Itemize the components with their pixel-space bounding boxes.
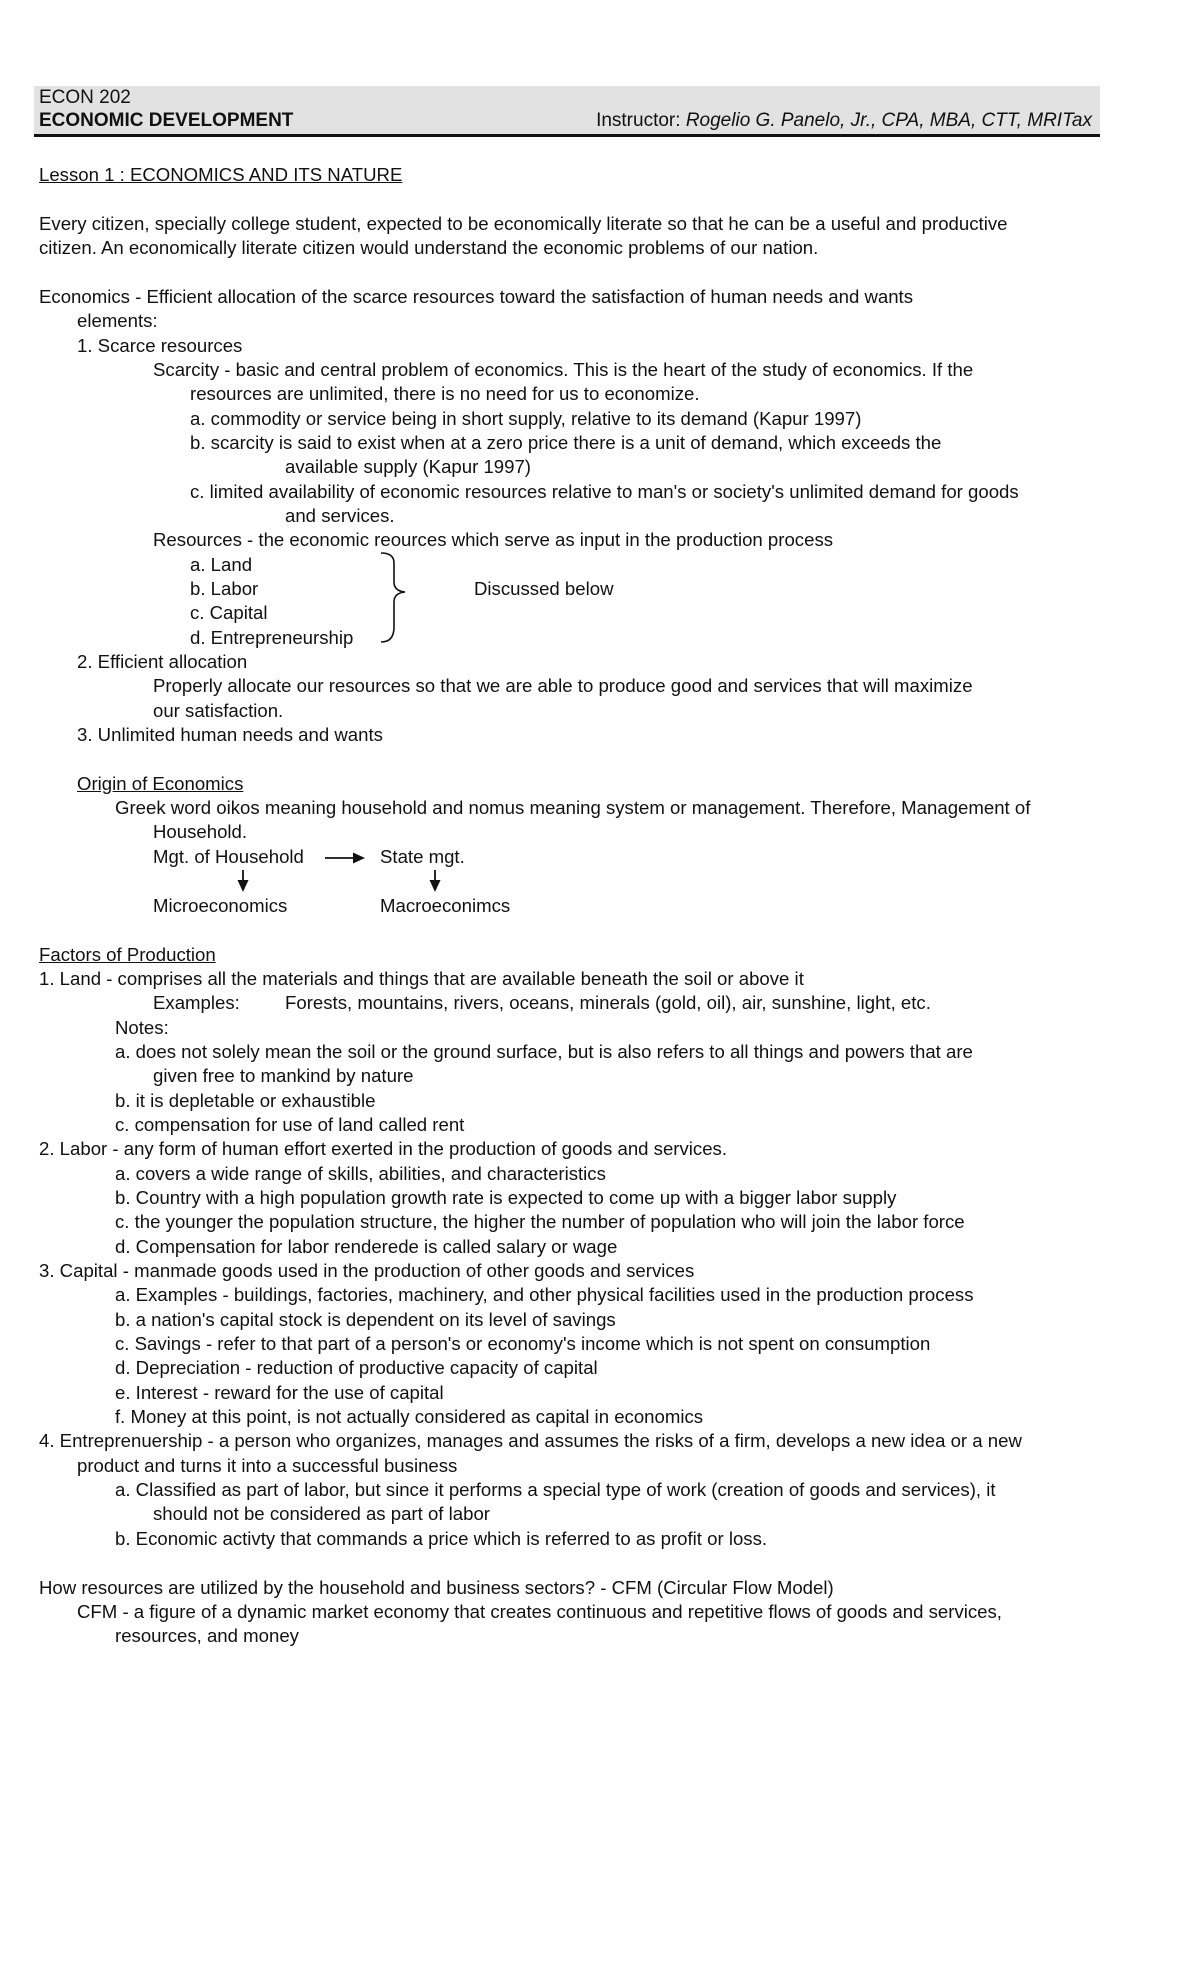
scarcity-line: resources are unlimited, there is no need for us to economize.	[190, 383, 700, 404]
cfm-question: How resources are utilized by the household and business sectors? - CFM (Circular Flow Model)	[39, 1577, 834, 1598]
capital-item: d. Depreciation - reduction of productive capacity of capital	[115, 1357, 598, 1378]
element-unlimited-wants: 3. Unlimited human needs and wants	[77, 724, 383, 745]
scarcity-line: c. limited availability of economic resources relative to man's or society's unlimited demand for goods	[190, 481, 1019, 502]
scarcity-line: b. scarcity is said to exist when at a zero price there is a unit of demand, which exceeds the	[190, 432, 942, 453]
allocation-line: our satisfaction.	[153, 700, 284, 721]
down-arrow-icon	[430, 870, 441, 892]
resources-brace	[381, 553, 405, 642]
origin-heading: Origin of Economics	[77, 773, 244, 794]
resources-line: Resources - the economic reources which serve as input in the production process	[153, 529, 834, 550]
land-notes-label: Notes:	[115, 1017, 169, 1038]
element-efficient-allocation: 2. Efficient allocation	[77, 651, 248, 672]
scarcity-line: available supply (Kapur 1997)	[285, 456, 532, 477]
entrepreneurship-title: 4. Entreprenuership - a person who organizes, manages and assumes the risks of a firm, develops a new idea or a new	[39, 1430, 1022, 1451]
entrepreneurship-item: should not be considered as part of labor	[153, 1503, 490, 1524]
factors-heading: Factors of Production	[39, 944, 216, 965]
entrepreneurship-item: b. Economic activty that commands a price which is referred to as profit or loss.	[115, 1528, 768, 1549]
resource-item: b. Labor	[190, 578, 259, 599]
labor-item: a. covers a wide range of skills, abilities, and characteristics	[115, 1163, 606, 1184]
scarcity-line: a. commodity or service being in short supply, relative to its demand (Kapur 1997)	[190, 408, 862, 429]
capital-item: a. Examples - buildings, factories, machinery, and other physical facilities used in the production process	[115, 1284, 974, 1305]
capital-item: b. a nation's capital stock is dependent on its level of savings	[115, 1309, 616, 1330]
elements-label: elements:	[77, 310, 158, 331]
land-note: given free to mankind by nature	[153, 1065, 414, 1086]
land-note: a. does not solely mean the soil or the ground surface, but is also refers to all things and powers that are	[115, 1041, 973, 1062]
diagram-household: Mgt. of Household	[153, 846, 304, 867]
lesson-title: Lesson 1 : ECONOMICS AND ITS NATURE	[39, 164, 403, 185]
capital-title: 3. Capital - manmade goods used in the production of other goods and services	[39, 1260, 695, 1281]
labor-title: 2. Labor - any form of human effort exerted in the production of goods and services.	[39, 1138, 728, 1159]
diagram-state: State mgt.	[380, 846, 465, 867]
scarcity-line: and services.	[285, 505, 395, 526]
land-examples-label: Examples:	[153, 992, 240, 1013]
origin-line: Household.	[153, 821, 248, 842]
intro-line: citizen. An economically literate citizen would understand the economic problems of our nation.	[39, 237, 819, 258]
diagram-macro: Macroeconimcs	[380, 895, 511, 916]
resource-item: d. Entrepreneurship	[190, 627, 354, 648]
course-title: ECONOMIC DEVELOPMENT	[39, 110, 294, 131]
diagram-micro: Microeconomics	[153, 895, 288, 916]
right-arrow-icon	[325, 853, 365, 864]
intro-line: Every citizen, specially college student, expected to be economically literate so that he can be a useful and productive	[39, 213, 1008, 234]
origin-line: Greek word oikos meaning household and nomus meaning system or management. Therefore, Management of	[115, 797, 1031, 818]
cfm-definition: CFM - a figure of a dynamic market economy that creates continuous and repetitive flows of goods and services,	[77, 1601, 1002, 1622]
land-note: c. compensation for use of land called rent	[115, 1114, 465, 1135]
economics-definition: Economics - Efficient allocation of the scarce resources toward the satisfaction of human needs and wants	[39, 286, 914, 307]
land-title: 1. Land - comprises all the materials and things that are available beneath the soil or above it	[39, 968, 804, 989]
capital-item: e. Interest - reward for the use of capital	[115, 1382, 444, 1403]
labor-item: d. Compensation for labor renderede is called salary or wage	[115, 1236, 618, 1257]
brace-note: Discussed below	[474, 578, 614, 599]
capital-item: c. Savings - refer to that part of a person's or economy's income which is not spent on consumption	[115, 1333, 931, 1354]
allocation-line: Properly allocate our resources so that we are able to produce good and services that will maximize	[153, 675, 973, 696]
land-note: b. it is depletable or exhaustible	[115, 1090, 376, 1111]
element-scarce-resources: 1. Scarce resources	[77, 335, 243, 356]
down-arrow-icon	[238, 870, 249, 892]
entrepreneurship-item: a. Classified as part of labor, but since it performs a special type of work (creation of goods and services), it	[115, 1479, 996, 1500]
labor-item: c. the younger the population structure, the higher the number of population who will join the labor force	[115, 1211, 965, 1232]
instructor-label: Instructor:	[596, 110, 681, 131]
instructor-name: Rogelio G. Panelo, Jr., CPA, MBA, CTT, MRITax	[685, 110, 1092, 131]
resource-item: c. Capital	[190, 602, 268, 623]
scarcity-line: Scarcity - basic and central problem of economics. This is the heart of the study of economics. If the	[153, 359, 974, 380]
land-examples: Forests, mountains, rivers, oceans, minerals (gold, oil), air, sunshine, light, etc.	[285, 992, 931, 1013]
resource-item: a. Land	[190, 554, 253, 575]
cfm-definition: resources, and money	[115, 1625, 299, 1646]
labor-item: b. Country with a high population growth rate is expected to come up with a bigger labor supply	[115, 1187, 897, 1208]
entrepreneurship-title: product and turns it into a successful business	[77, 1455, 458, 1476]
capital-item: f. Money at this point, is not actually considered as capital in economics	[115, 1406, 704, 1427]
course-code: ECON 202	[39, 87, 131, 108]
